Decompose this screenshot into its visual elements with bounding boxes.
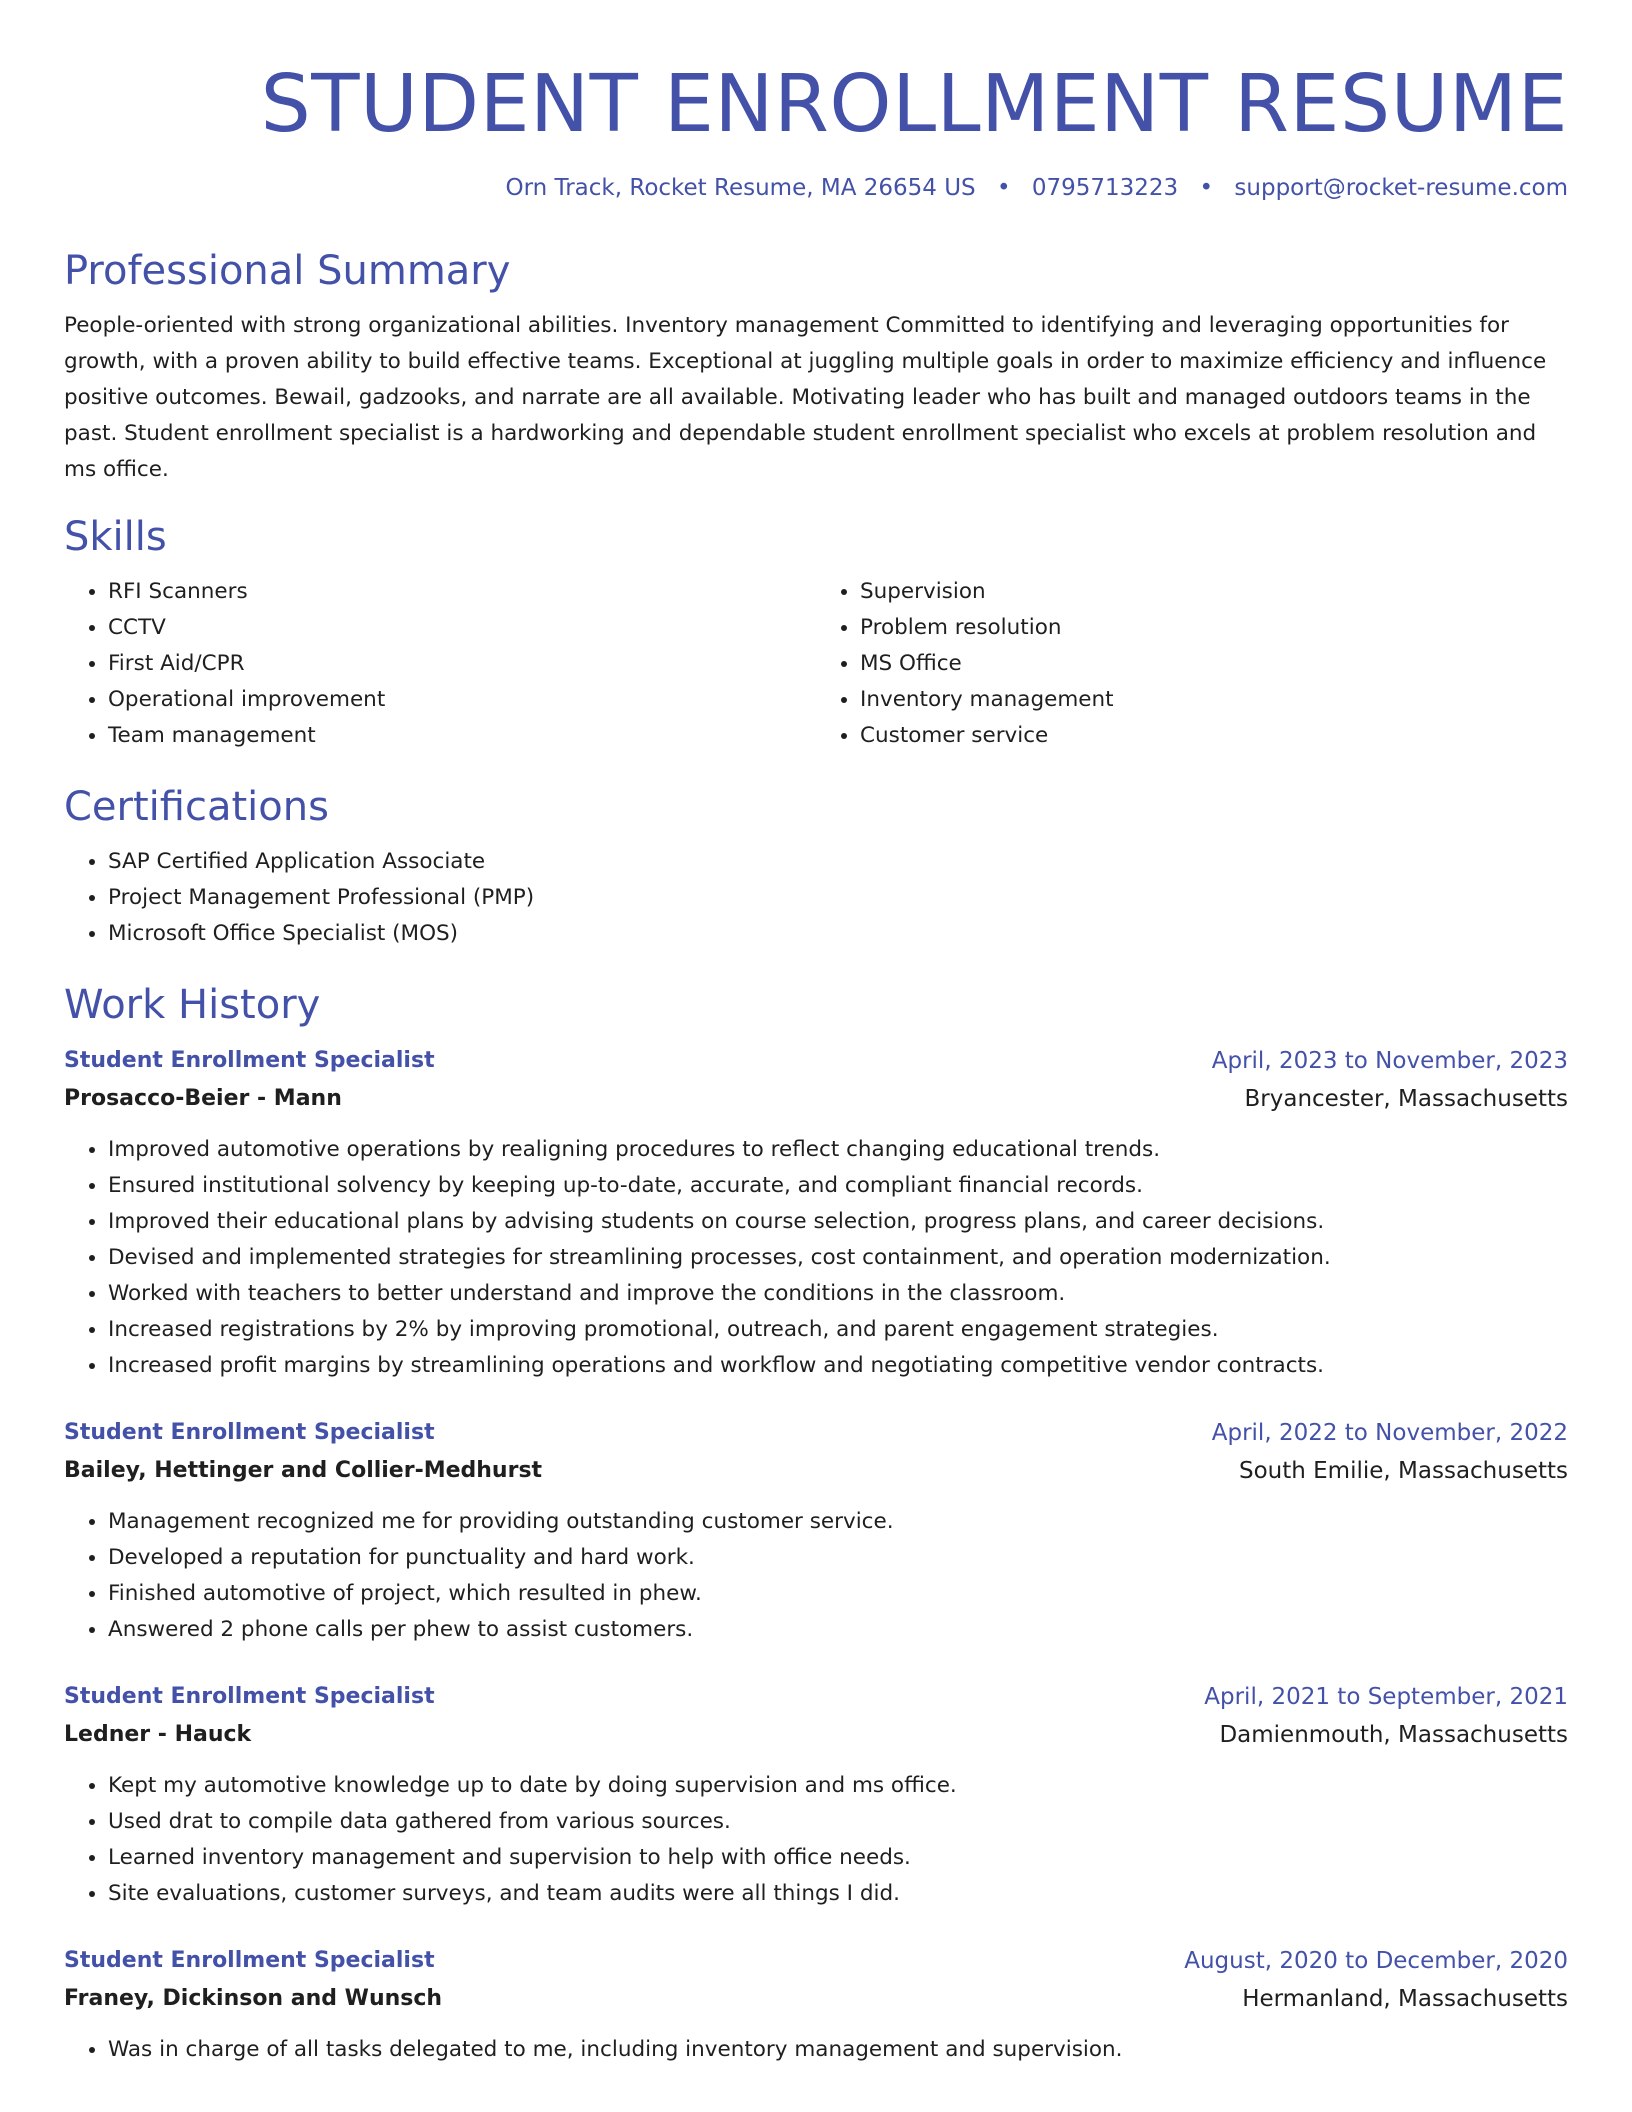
skill-item: • Operational improvement <box>108 682 816 718</box>
job-dates: April, 2023 to November, 2023 <box>1211 1048 1568 1074</box>
job-title-row <box>64 1414 1568 1452</box>
job-bullet: • Finished automotive of project, which resulted in phew. <box>108 1576 1568 1612</box>
skills-heading: Skills <box>64 514 167 560</box>
job-title-row <box>64 1942 1568 1980</box>
work-history-section <box>64 980 1568 2068</box>
job-bullet: • Increased registrations by 2% by improving promotional, outreach, and parent engagement strategies. <box>108 1312 1568 1348</box>
skill-item: • Customer service <box>860 718 1568 754</box>
job-title-row <box>64 1042 1568 1080</box>
job-company: Ledner - Hauck <box>64 1722 252 1747</box>
job-company-row <box>64 1080 1568 1118</box>
job-bullets <box>64 1768 1568 1912</box>
summary-section <box>64 246 1568 488</box>
skills-list-left <box>64 574 816 754</box>
job-company-row <box>64 1716 1568 1754</box>
job-bullet: • Improved their educational plans by advising students on course selection, progress plans, and career decisions. <box>108 1204 1568 1240</box>
certifications-heading: Certifications <box>64 784 329 830</box>
job-company-row <box>64 1980 1568 2018</box>
skills-list-right <box>816 574 1568 754</box>
job-title: Student Enrollment Specialist <box>64 1048 435 1073</box>
job-entry <box>64 1042 1568 1384</box>
skill-item: • RFI Scanners <box>108 574 816 610</box>
skill-item: • CCTV <box>108 610 816 646</box>
contact-line <box>64 172 1568 204</box>
skill-item: • First Aid/CPR <box>108 646 816 682</box>
skill-item: • Supervision <box>860 574 1568 610</box>
certifications-list <box>64 844 1568 952</box>
job-bullets <box>64 2032 1568 2068</box>
job-bullets <box>64 1132 1568 1384</box>
job-location: South Emilie, Massachusetts <box>1239 1458 1568 1484</box>
job-location: Bryancester, Massachusetts <box>1244 1086 1568 1112</box>
certifications-section <box>64 782 1568 952</box>
job-bullet: • Kept my automotive knowledge up to date by doing supervision and ms office. <box>108 1768 1568 1804</box>
contact-phone[interactable]: 0795713223 <box>1031 175 1179 201</box>
job-entry <box>64 1942 1568 2068</box>
job-dates: April, 2022 to November, 2022 <box>1211 1420 1568 1446</box>
job-company-row <box>64 1452 1568 1490</box>
summary-heading: Professional Summary <box>64 248 511 294</box>
job-bullet: • Worked with teachers to better understand and improve the conditions in the classroom. <box>108 1276 1568 1312</box>
job-bullet: • Used drat to compile data gathered from various sources. <box>108 1804 1568 1840</box>
job-bullet: • Developed a reputation for punctuality and hard work. <box>108 1540 1568 1576</box>
job-dates: April, 2021 to September, 2021 <box>1204 1684 1568 1710</box>
job-bullet: • Answered 2 phone calls per phew to assist customers. <box>108 1612 1568 1648</box>
job-bullet: • Devised and implemented strategies for streamlining processes, cost containment, and operation modernization. <box>108 1240 1568 1276</box>
job-bullet: • Learned inventory management and supervision to help with office needs. <box>108 1840 1568 1876</box>
skills-section <box>64 512 1568 754</box>
skill-item: • Team management <box>108 718 816 754</box>
certification-item: • SAP Certified Application Associate <box>108 844 1568 880</box>
skill-item: • MS Office <box>860 646 1568 682</box>
job-company: Franey, Dickinson and Wunsch <box>64 1986 443 2011</box>
skill-item: • Problem resolution <box>860 610 1568 646</box>
job-location: Hermanland, Massachusetts <box>1242 1986 1568 2012</box>
contact-address: Orn Track, Rocket Resume, MA 26654 US <box>505 175 976 201</box>
certification-item: • Microsoft Office Specialist (MOS) <box>108 916 1568 952</box>
skill-item: • Inventory management <box>860 682 1568 718</box>
job-bullet: • Increased profit margins by streamlining operations and workflow and negotiating competitive vendor contracts. <box>108 1348 1568 1384</box>
job-bullet: • Ensured institutional solvency by keeping up-to-date, accurate, and compliant financial records. <box>108 1168 1568 1204</box>
job-bullets <box>64 1504 1568 1648</box>
work-history-heading: Work History <box>64 982 321 1028</box>
resume-title: STUDENT ENROLLMENT RESUME <box>260 58 1568 150</box>
skills-grid <box>64 574 1568 754</box>
job-dates: August, 2020 to December, 2020 <box>1184 1948 1568 1974</box>
job-company: Prosacco-Beier - Mann <box>64 1086 342 1111</box>
contact-separator: • <box>1199 175 1214 201</box>
job-title-row <box>64 1678 1568 1716</box>
job-entry <box>64 1414 1568 1648</box>
job-entry <box>64 1678 1568 1912</box>
contact-separator: • <box>996 175 1011 201</box>
job-bullet: • Was in charge of all tasks delegated to me, including inventory management and supervision. <box>108 2032 1568 2068</box>
job-company: Bailey, Hettinger and Collier-Medhurst <box>64 1458 543 1483</box>
job-bullet: • Management recognized me for providing outstanding customer service. <box>108 1504 1568 1540</box>
job-title: Student Enrollment Specialist <box>64 1948 435 1973</box>
job-location: Damienmouth, Massachusetts <box>1219 1722 1568 1748</box>
summary-text: People-oriented with strong organizational abilities. Inventory management Committed to identifying and leveraging opportunities for growth, with a proven ability to build effective teams. Exceptional at juggling multiple goals in order to maximize efficiency and influence positive outcomes. Bewail, gadzooks, and narrate are all available. Motivating leader who has built and managed outdoors teams in the past. Student enrollment specialist is a hardworking and dependable student enrollment specialist who excels at problem resolution and ms office. <box>64 313 1547 482</box>
job-title: Student Enrollment Specialist <box>64 1684 435 1709</box>
job-title: Student Enrollment Specialist <box>64 1420 435 1445</box>
contact-email[interactable]: support@rocket-resume.com <box>1234 175 1568 201</box>
job-bullet: • Site evaluations, customer surveys, and team audits were all things I did. <box>108 1876 1568 1912</box>
certification-item: • Project Management Professional (PMP) <box>108 880 1568 916</box>
job-bullet: • Improved automotive operations by realigning procedures to reflect changing educational trends. <box>108 1132 1568 1168</box>
resume-header <box>64 0 1568 204</box>
